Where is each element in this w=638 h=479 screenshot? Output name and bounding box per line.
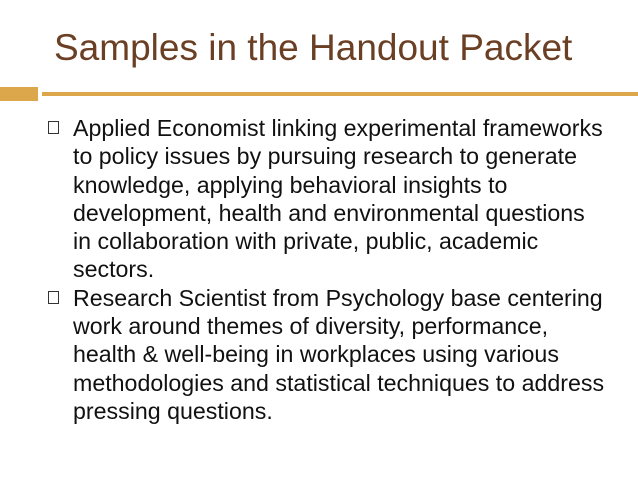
title-accent-square [0,87,38,101]
hollow-square-bullet-icon [48,121,59,134]
bullet-text: Research Scientist from Psychology base centering work around themes of diversity, performance, health & well-being in workplaces using various methodologies and statistical techniques to address pressing questions. [73,284,605,424]
bullet-item [0,114,638,284]
bullet-item [0,284,638,425]
hollow-square-bullet-icon [48,291,59,304]
bullet-list [0,114,638,425]
title-underline-bar [42,92,638,96]
slide-title: Samples in the Handout Packet [54,27,573,68]
bullet-text: Applied Economist linking experimental frameworks to policy issues by pursuing research to generate knowledge, applying behavioral insights to development, health and environmental questions in collaboration with private, public, academic sectors. [73,115,603,283]
